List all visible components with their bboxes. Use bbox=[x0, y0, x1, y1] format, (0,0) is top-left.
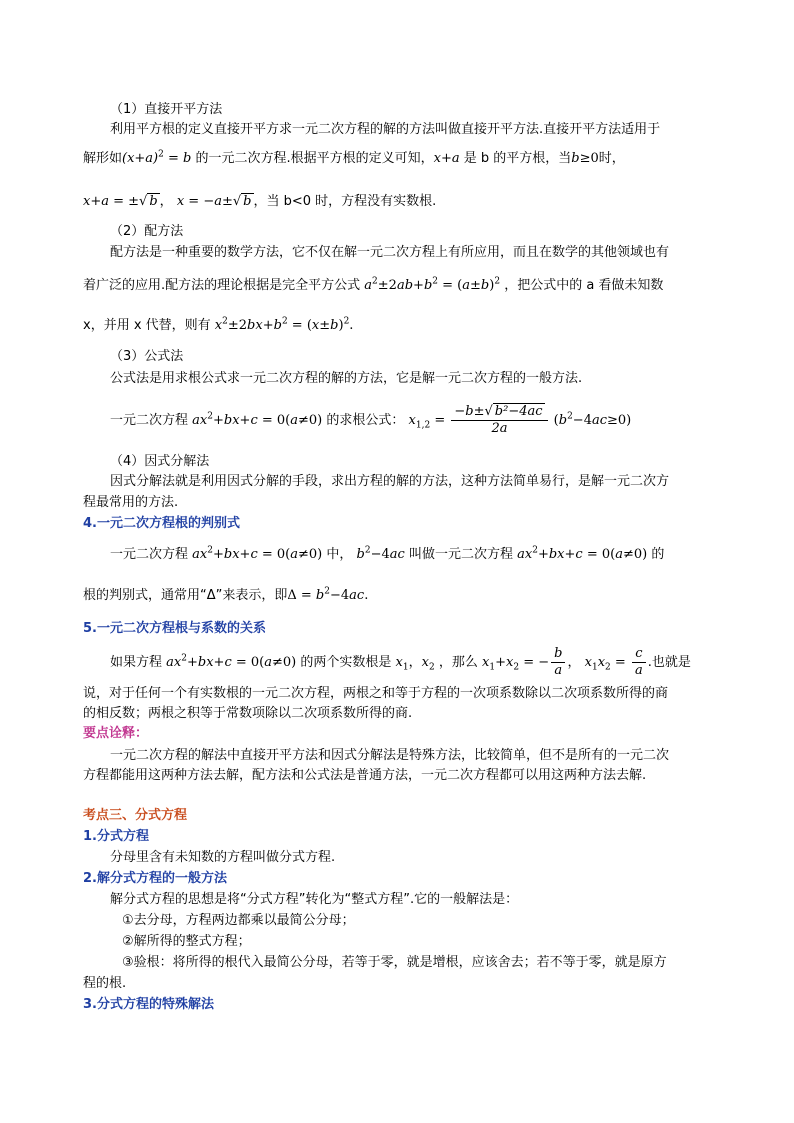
paragraph: 利用平方根的定义直接开平方求一元二次方程的解的方法叫做直接开平方法.直接开平方法适用于 bbox=[110, 122, 661, 137]
paragraph: 一元二次方程 $ax^2+bx+c = 0(a\ne 0)$ 中， $b^2-4ac$ 叫做一元二次方程 $ax^2+bx+c = 0(a\ne 0)$ 的 bbox=[110, 545, 665, 562]
quadratic-formula-line: 一元二次方程 $ax^2+bx+c = 0(a\ne 0)$ 的求根公式： $x_{1,2}$ = $\frac{\text{−b±√ b²−4ac}}{2a}$ $(b^2-4ac\ge 0)$ bbox=[110, 404, 632, 436]
subsection-title: 1.分式方程 bbox=[83, 829, 149, 844]
paragraph: 因式分解法就是利用因式分解的手段，求出方程的解的方法，这种方法简单易行，是解一元二次方 bbox=[110, 474, 670, 489]
paragraph: 说，对于任何一个有实数根的一元二次方程，两根之和等于方程的一次项系数除以二次项系数所得的商 bbox=[83, 686, 669, 701]
list-item: ③验根：将所得的根代入最简公分母，若等于零，就是增根，应该舍去；若不等于零，就是原方 bbox=[122, 955, 667, 970]
list-item: ②解所得的整式方程； bbox=[122, 934, 251, 949]
paragraph: 解分式方程的思想是将“分式方程”转化为“整式方程”.它的一般解法是： bbox=[110, 892, 519, 907]
topic-title-fractional-equation: 考点三、分式方程 bbox=[83, 808, 188, 823]
subsection-title: 3.分式方程的特殊解法 bbox=[83, 997, 214, 1012]
section-title-discriminant: 4.一元二次方程根的判别式 bbox=[83, 516, 240, 531]
paragraph: 解形如$(x+a)^2 = b$ 的一元二次方程.根据平方根的定义可知，x+a 是 b 的平方根，当b≥0时， bbox=[83, 149, 625, 166]
heading-formula-method: （3）公式法 bbox=[110, 349, 184, 364]
list-item: ①去分母，方程两边都乘以最简公分母； bbox=[122, 913, 355, 928]
paragraph: 的相反数；两根之积等于常数项除以二次项系数所得的商. bbox=[83, 706, 413, 721]
subsection-title: 2.解分式方程的一般方法 bbox=[83, 871, 227, 886]
notes-title: 要点诠释： bbox=[83, 726, 149, 741]
heading-direct-root: （1）直接开平方法 bbox=[110, 102, 223, 117]
section-title-vieta: 5.一元二次方程根与系数的关系 bbox=[83, 621, 266, 636]
paragraph: 根的判别式，通常用“Δ”来表示，即$\Delta = b^2-4ac$. bbox=[83, 586, 369, 603]
paragraph: 一元二次方程的解法中直接开平方法和因式分解法是特殊方法，比较简单，但不是所有的一元二次 bbox=[110, 748, 670, 763]
paragraph: x，并用 x 代替，则有 $x^2\pm 2bx+b^2 = (x\pm b)^2$. bbox=[83, 316, 354, 333]
paragraph: 公式法是用求根公式求一元二次方程的解的方法，它是解一元二次方程的一般方法. bbox=[110, 371, 583, 386]
paragraph: 程最常用的方法. bbox=[83, 495, 179, 510]
heading-completing-square: （2）配方法 bbox=[110, 224, 184, 239]
paragraph: 着广泛的应用.配方法的理论根据是完全平方公式 $a^2\pm 2ab+b^2 = (a\pm b)^2$ ，把公式中的 a 看做未知数 bbox=[83, 276, 664, 293]
paragraph: x+a = ±√ b ， x = −a±√ b ，当 b<0 时，方程没有实数根. bbox=[83, 194, 437, 209]
list-item: 程的根. bbox=[83, 976, 127, 991]
paragraph: 配方法是一种重要的数学方法，它不仅在解一元二次方程上有所应用，而且在数学的其他领域也有 bbox=[110, 245, 670, 260]
paragraph: 分母里含有未知数的方程叫做分式方程. bbox=[110, 850, 336, 865]
paragraph: 方程都能用这两种方法去解，配方法和公式法是普通方法，一元二次方程都可以用这两种方法去解. bbox=[83, 768, 647, 783]
paragraph: 如果方程 $ax^2+bx+c = 0(a\ne 0)$ 的两个实数根是 $x_1$，$x_2$ ，那么 $x_1+x_2$ = − $\frac{b}{a}$ ， $x_1x_2$ = $\frac{c}{a}$ .也就是 bbox=[110, 646, 691, 678]
heading-factoring: （4）因式分解法 bbox=[110, 454, 210, 469]
